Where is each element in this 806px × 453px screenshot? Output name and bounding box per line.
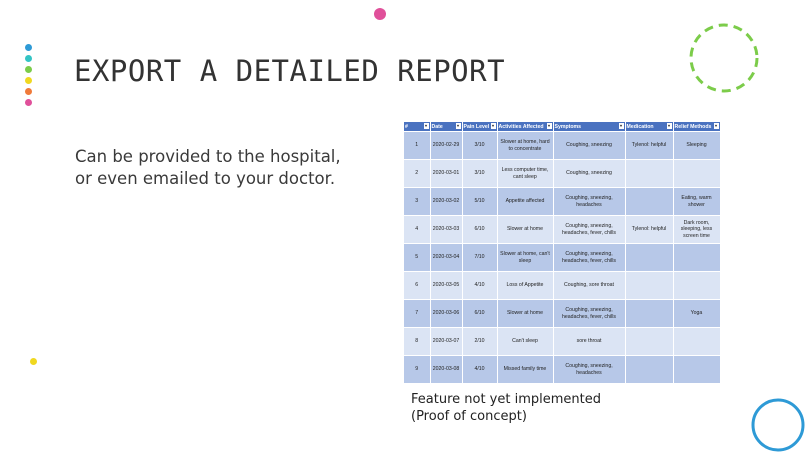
table-cell: Appetite affected bbox=[497, 188, 553, 216]
accent-dot-blue bbox=[25, 44, 32, 51]
column-header-label: Relief Methods bbox=[674, 123, 712, 130]
table-cell: Loss of Appetite bbox=[497, 272, 553, 300]
table-cell: Slower at home, hard to concentrate bbox=[497, 132, 553, 160]
table-cell bbox=[673, 160, 720, 188]
filter-dropdown-icon[interactable]: ▾ bbox=[714, 123, 717, 128]
column-header[interactable] bbox=[462, 122, 497, 132]
table-cell: 1 bbox=[404, 132, 430, 160]
table-cell: Dark room, sleeping, less screen time bbox=[673, 216, 720, 244]
table-cell: Slower at home bbox=[497, 300, 553, 328]
accent-dot-teal bbox=[25, 55, 32, 62]
dashed-ring-decoration bbox=[688, 22, 760, 94]
table-cell: Sleeping bbox=[673, 132, 720, 160]
table-cell bbox=[625, 160, 673, 188]
accent-dot-yellow-small bbox=[30, 358, 37, 365]
subtitle-line-2: or even emailed to your doctor. bbox=[75, 169, 336, 188]
table-row bbox=[404, 272, 720, 300]
symptom-report-table bbox=[404, 122, 721, 383]
filter-dropdown-icon[interactable]: ▾ bbox=[619, 123, 622, 128]
table-row bbox=[404, 356, 720, 384]
column-header-label: Symptoms bbox=[554, 123, 582, 130]
accent-dot-pink-top bbox=[374, 8, 386, 20]
slide-subtitle bbox=[75, 146, 375, 190]
table-cell: 8 bbox=[404, 328, 430, 356]
table-cell: Slower at home bbox=[497, 216, 553, 244]
table-cell: 2020-03-03 bbox=[430, 216, 462, 244]
table-cell: 6 bbox=[404, 272, 430, 300]
table-cell: 4/10 bbox=[462, 356, 497, 384]
table-cell bbox=[673, 328, 720, 356]
table-cell: sore throat bbox=[553, 328, 625, 356]
table-cell: 5/10 bbox=[462, 188, 497, 216]
table-cell: Missed family time bbox=[497, 356, 553, 384]
table-cell: 2020-02-29 bbox=[430, 132, 462, 160]
column-header-label: Date bbox=[431, 123, 443, 130]
table-cell: 3 bbox=[404, 188, 430, 216]
table-row bbox=[404, 328, 720, 356]
table-cell: 6/10 bbox=[462, 216, 497, 244]
table-cell: 7/10 bbox=[462, 244, 497, 272]
table-cell: 4 bbox=[404, 216, 430, 244]
accent-dot-green bbox=[25, 66, 32, 73]
subtitle-line-1: Can be provided to the hospital, bbox=[75, 147, 341, 166]
column-header-label: Activities Affected bbox=[498, 123, 544, 130]
filter-dropdown-icon[interactable]: ▾ bbox=[491, 123, 494, 128]
filter-dropdown-icon[interactable]: ▾ bbox=[424, 123, 427, 128]
column-header[interactable] bbox=[430, 122, 462, 132]
table-cell: 2020-03-02 bbox=[430, 188, 462, 216]
filter-dropdown-icon[interactable]: ▾ bbox=[547, 123, 550, 128]
column-header[interactable] bbox=[673, 122, 720, 132]
table-cell: Tylenol: helpful bbox=[625, 132, 673, 160]
table-cell: 2020-03-07 bbox=[430, 328, 462, 356]
table-cell: Coughing, sneezing, headaches bbox=[553, 188, 625, 216]
table-cell: 2 bbox=[404, 160, 430, 188]
table-cell: 2020-03-06 bbox=[430, 300, 462, 328]
table-cell bbox=[625, 356, 673, 384]
table-cell: 5 bbox=[404, 244, 430, 272]
table-cell: Coughing, sneezing, headaches, fever, chills bbox=[553, 244, 625, 272]
table-cell: Less computer time, cant sleep bbox=[497, 160, 553, 188]
table-cell: 2020-03-05 bbox=[430, 272, 462, 300]
table-cell bbox=[673, 272, 720, 300]
filter-dropdown-icon[interactable]: ▾ bbox=[456, 123, 459, 128]
table-cell: Tylenol: helpful bbox=[625, 216, 673, 244]
table-cell: Coughing, sneezing, headaches, fever, chills bbox=[553, 300, 625, 328]
column-header[interactable] bbox=[625, 122, 673, 132]
table-row bbox=[404, 216, 720, 244]
note-line-2: (Proof of concept) bbox=[411, 409, 527, 424]
column-header[interactable] bbox=[404, 122, 430, 132]
table-row bbox=[404, 188, 720, 216]
table-cell bbox=[625, 328, 673, 356]
table-cell: 2/10 bbox=[462, 328, 497, 356]
accent-dot-pink bbox=[25, 99, 32, 106]
table-cell: 2020-03-01 bbox=[430, 160, 462, 188]
note-line-1: Feature not yet implemented bbox=[411, 392, 601, 407]
table-cell: Coughing, sneezing, headaches bbox=[553, 356, 625, 384]
table-cell: 9 bbox=[404, 356, 430, 384]
table-cell: Can't sleep bbox=[497, 328, 553, 356]
table-cell bbox=[673, 356, 720, 384]
table-cell: Coughing, sneezing, headaches, fever, chills bbox=[553, 216, 625, 244]
table-cell: 3/10 bbox=[462, 160, 497, 188]
table-cell: 6/10 bbox=[462, 300, 497, 328]
slide-title: EXPORT A DETAILED REPORT bbox=[74, 54, 506, 88]
table-row bbox=[404, 244, 720, 272]
column-header-label: Pain Level bbox=[463, 123, 490, 130]
table-cell bbox=[625, 244, 673, 272]
table-cell bbox=[625, 272, 673, 300]
table-row bbox=[404, 132, 720, 160]
table-cell: Eating, warm shower bbox=[673, 188, 720, 216]
table-cell bbox=[625, 300, 673, 328]
table-cell: 2020-03-04 bbox=[430, 244, 462, 272]
accent-dot-yellow bbox=[25, 77, 32, 84]
table-cell: Coughing, sore throat bbox=[553, 272, 625, 300]
table-cell bbox=[625, 188, 673, 216]
column-header[interactable] bbox=[497, 122, 553, 132]
table-cell: 3/10 bbox=[462, 132, 497, 160]
table-row bbox=[404, 160, 720, 188]
table-cell: 7 bbox=[404, 300, 430, 328]
table-header-row bbox=[404, 122, 720, 132]
table-cell: Yoga bbox=[673, 300, 720, 328]
column-header-label: Medication bbox=[626, 123, 654, 130]
column-header-label: # bbox=[405, 123, 408, 130]
table-cell bbox=[673, 244, 720, 272]
table-cell: 4/10 bbox=[462, 272, 497, 300]
table-cell: 2020-03-08 bbox=[430, 356, 462, 384]
accent-dot-orange bbox=[25, 88, 32, 95]
blue-ring-decoration bbox=[750, 397, 806, 453]
filter-dropdown-icon[interactable]: ▾ bbox=[667, 123, 670, 128]
table-row bbox=[404, 300, 720, 328]
table-body bbox=[404, 132, 720, 384]
table-cell: Coughing, sneezing bbox=[553, 160, 625, 188]
table-cell: Slower at home, can't sleep bbox=[497, 244, 553, 272]
feature-note bbox=[411, 391, 601, 425]
table-cell: Coughing, sneezing bbox=[553, 132, 625, 160]
column-header[interactable] bbox=[553, 122, 625, 132]
